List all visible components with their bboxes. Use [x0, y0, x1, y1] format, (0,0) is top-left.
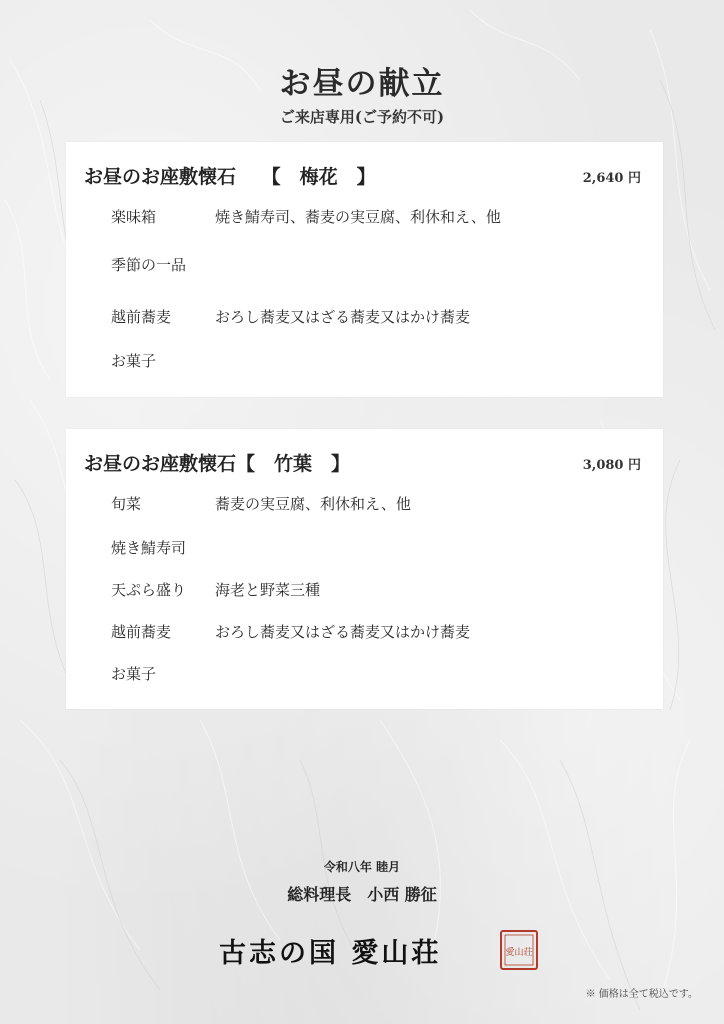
menu-item	[111, 493, 411, 514]
menu-item	[111, 254, 215, 275]
menu-item-label: お菓子	[111, 665, 157, 683]
menu-item-label: 旬菜	[111, 495, 142, 513]
menu-item-desc: 蕎麦の実豆腐、利休和え、他	[215, 495, 411, 513]
head-chef: 総料理長 小西 勝征	[287, 885, 437, 904]
menu-card-chiku	[66, 429, 663, 709]
page-title: お昼の献立	[279, 66, 445, 102]
tax-note: ※ 価格は全て税込です。	[585, 989, 698, 1000]
restaurant-logo	[219, 928, 539, 974]
menu-title: お昼のお座敷懐石 【 梅花 】	[84, 166, 376, 188]
menu-item-label: 楽味箱	[111, 208, 157, 226]
menu-item-label: 越前蕎麦	[111, 308, 172, 326]
menu-price: 2,640 円	[582, 171, 641, 186]
menu-item-label: 季節の一品	[111, 256, 187, 274]
menu-item-label: お菓子	[111, 352, 157, 370]
seal-text: 愛山荘	[505, 948, 533, 958]
menu-item-label: 越前蕎麦	[111, 623, 172, 641]
menu-item	[111, 206, 501, 227]
issue-date: 令和八年 睦月	[323, 860, 401, 874]
menu-title: お昼のお座敷懐石【 竹葉 】	[84, 453, 351, 475]
menu-item	[111, 663, 215, 684]
menu-item	[111, 306, 470, 327]
menu-price: 3,080 円	[582, 458, 641, 473]
page-subtitle: ご来店専用(ご予約不可)	[279, 108, 445, 126]
menu-item-label: 焼き鯖寿司	[111, 539, 187, 557]
menu-item-desc: おろし蕎麦又はざる蕎麦又はかけ蕎麦	[215, 623, 471, 641]
menu-item	[111, 350, 215, 371]
menu-item	[111, 537, 215, 558]
menu-item	[111, 579, 320, 600]
menu-item-label: 天ぷら盛り	[111, 581, 187, 599]
menu-item	[111, 621, 470, 642]
menu-item-desc: 海老と野菜三種	[215, 581, 321, 599]
menu-card-ume	[66, 142, 663, 397]
logo-text: 古志の国 愛山荘	[219, 938, 442, 969]
menu-item-desc: おろし蕎麦又はざる蕎麦又はかけ蕎麦	[215, 308, 471, 326]
menu-item-desc: 焼き鯖寿司、蕎麦の実豆腐、利休和え、他	[215, 208, 501, 226]
seal-stamp	[501, 931, 537, 969]
